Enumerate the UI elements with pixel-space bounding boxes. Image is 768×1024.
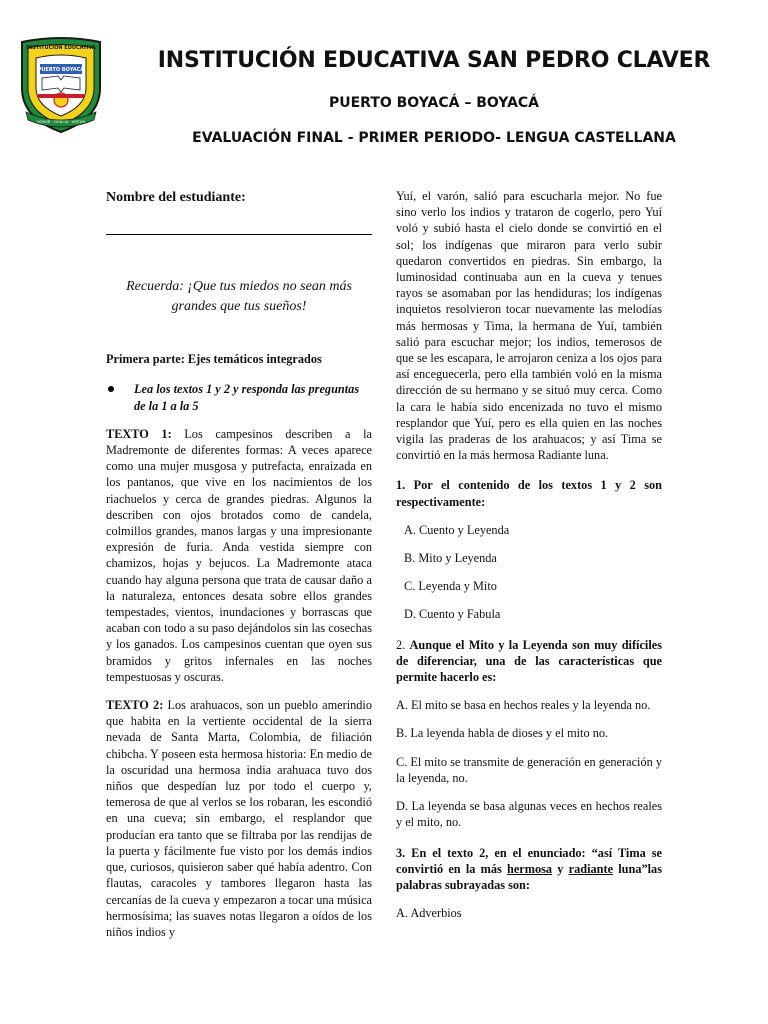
bullet-icon [106,381,134,392]
question-2-number: 2. [396,637,410,652]
left-column [106,190,372,940]
instruction-item [106,381,372,413]
texto-2-label: TEXTO 2: [106,698,164,713]
texto-2-paragraph [106,697,372,940]
question-1-option-d[interactable]: D. Cuento y Fabula [404,607,501,622]
crest-motto: HONOR · CIENCIA · VIRTUD [36,120,86,124]
part-one-heading: Primera parte: Ejes temáticos integrados [106,352,322,367]
question-3-prompt [396,845,662,894]
texto-1-body: Los campesinos describen a la Madremonte de diferentes formas: A veces aparece como una mujer musgosa y putrefacta, enraizada en los pantanos, que vive en los nacimientos de los riachuelos y cerca de grandes piedras. Algunos la describen con ojos brotados como de candela, colmillos grandes, manos largas y una impresionante expresión de furia. Anda vestida siempre con chamizos, hojas y bejucos. La Madremonte ataca cuando hay alguna persona que trata de causar daño a la naturaleza, entonces desata sobre ellos grandes tempestades, vientos, inundaciones y borrascas que acaban con todo a su paso dejándolos sin las cosechas y los ganados. Los campesinos cuentan que oyen sus bramidos y gritos infernales en las noches tempestuosas y oscuras. [106,426,372,684]
question-2-prompt [396,637,662,686]
crest-top-text: INSTITUCIÓN EDUCATIVA [26,45,96,51]
question-2-option-d[interactable]: D. La leyenda se basa algunas veces en hechos reales y el mito, no. [396,799,662,830]
texto-1-paragraph [106,426,372,685]
student-name-label: Nombre del estudiante: [106,190,246,205]
crest-ribbon-text: PUERTO BOYACÁ [37,67,85,73]
question-3-option-a[interactable]: A. Adverbios [396,906,462,921]
question-3-underlined-word-1: hermosa [506,861,553,876]
question-2-option-c[interactable]: C. El mito se transmite de generación en generación y la leyenda, no. [396,754,662,785]
question-3-text-start: 3. En el texto 2, en el enunciado: “así Tima se convirtió en la más [396,845,662,876]
school-crest-logo [18,36,104,134]
texto-2-continuation: Yuí, el varón, salió para escucharla mejor. No fue sino verlo los indios y trataron de cogerlo, pero Yuí voló y subió hasta el cielo donde se convirtió en el sol; los indígenas que miraron para verlo subir quedaron convertidos en piedras. Sin embargo, la luminosidad continuaba aun en la cueva y tenues rayos se asomaban por las hendiduras; los indígenas inquietos resolvieron tocar nuevamente las melodías más hermosas y Tima, la hermana de Yuí, también salió para escuchar mejor; los indios, temerosos de que se les escapara, le arrojaron ceniza a los ojos para así enceguecerla, pero ella también voló en la misma dirección de su hermano y se situó muy cerca. Como la cara le había sido encenizada no tuvo el mismo resplandor que Yuí, pero es ella quien en las noches vigila las praderas de los arahuacos; y así Tima se convirtió en la más hermosa Radiante luna. [396,189,662,463]
question-2-option-a[interactable]: A. El mito se basa en hechos reales y la leyenda no. [396,698,651,713]
texto-2-body: Los arahuacos, son un pueblo amerindio que habita en la vertiente occidental de la sierra nevada de Santa Marta, Colombia, de filiación chibcha. Y poseen esta hermosa historia: En medio de la oscuridad una hermosa india arahuaca tuvo dos niños que despedían luz por todo el cuerpo y, temerosa de que al verlos se los robaran, les escondió en una cueva; sin embargo, el resplandor que producían era tanto que se filtraba por las rendijas de la puerta y fácilmente fue visto por los demás indios que, curiosos, quisieron saber qué había adentro. Con flautas, caracoles y tambores llegaron hasta las cercanías de la cueva y empezaron a tocar una música hermosísima; las suaves notas llegaron a oídos de los niños indios y [106,698,372,939]
question-3-text-end: luna”las palabras subrayadas son: [396,861,662,892]
question-2-option-b[interactable]: B. La leyenda habla de dioses y el mito no. [396,726,609,741]
question-3-connector: y [552,861,569,876]
institution-title: INSTITUCIÓN EDUCATIVA SAN PEDRO CLAVER [157,48,711,73]
question-1-option-c[interactable]: C. Leyenda y Mito [404,579,497,594]
texto-1-label: TEXTO 1: [106,426,172,441]
question-1-option-b[interactable]: B. Mito y Leyenda [404,551,497,566]
student-name-field[interactable] [106,218,372,235]
question-2-text: Aunque el Mito y la Leyenda son muy difíciles de diferenciar, una de las características que permite hacerlo es: [396,637,663,685]
question-1-prompt: 1. Por el contenido de los textos 1 y 2 son respectivamente: [396,478,662,509]
question-1-option-a[interactable]: A. Cuento y Leyenda [404,522,510,537]
institution-location: PUERTO BOYACÁ – BOYACÁ [328,95,540,111]
question-3-underlined-word-2: radiante [568,861,614,876]
reminder-quote: Recuerda: ¡Que tus miedos no sean más grandes que tus sueños! [126,279,352,315]
instruction-text: Lea los textos 1 y 2 y responda las preguntas de la 1 a la 5 [134,382,360,413]
right-column [396,188,662,921]
evaluation-title: EVALUACIÓN FINAL - PRIMER PERIODO- LENGUA CASTELLANA [192,130,676,146]
